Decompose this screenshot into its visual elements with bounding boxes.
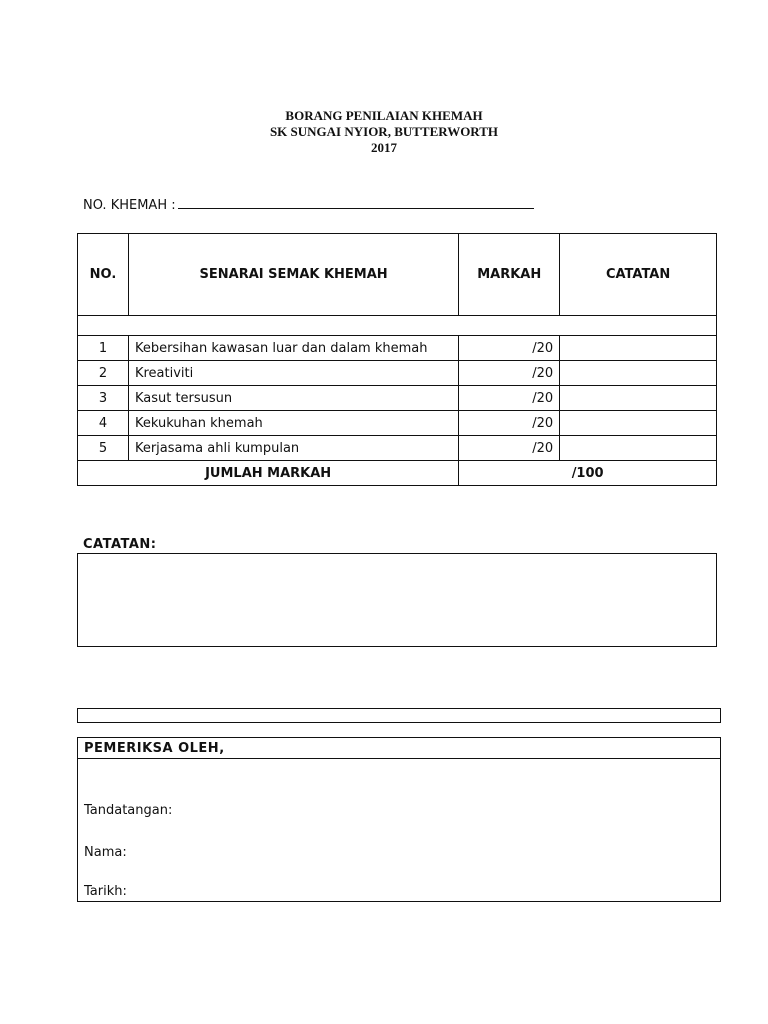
total-row: [78, 461, 717, 486]
row-mark: /20: [459, 386, 560, 411]
name-label[interactable]: Nama:: [84, 845, 127, 860]
table-row: [78, 411, 717, 436]
row-note[interactable]: [560, 361, 717, 386]
table-row: [78, 436, 717, 461]
header-note: CATATAN: [560, 234, 717, 316]
form-title: BORANG PENILAIAN KHEMAH: [285, 108, 483, 123]
row-mark: /20: [459, 336, 560, 361]
header-mark: MARKAH: [459, 234, 560, 316]
row-number: 5: [78, 436, 129, 461]
signature-label[interactable]: Tandatangan:: [84, 803, 173, 818]
row-number: 4: [78, 411, 129, 436]
row-item: Kasut tersusun: [128, 386, 458, 411]
header-item: SENARAI SEMAK KHEMAH: [128, 234, 458, 316]
blank-bar: [77, 708, 721, 723]
row-number: 2: [78, 361, 129, 386]
inspector-box: [77, 758, 721, 902]
inspector-header: [77, 737, 721, 759]
total-value: /100: [459, 461, 717, 486]
tent-number-label: NO. KHEMAH :: [83, 198, 176, 213]
row-mark: /20: [459, 361, 560, 386]
row-number: 1: [78, 336, 129, 361]
table-row: [78, 386, 717, 411]
notes-label: CATATAN:: [83, 537, 157, 552]
tent-number-field: [83, 196, 534, 213]
inspector-title: PEMERIKSA OLEH,: [84, 741, 225, 756]
row-item: Kebersihan kawasan luar dan dalam khemah: [128, 336, 458, 361]
spacer-row: [78, 316, 717, 336]
tent-number-blank[interactable]: [178, 196, 534, 209]
row-note[interactable]: [560, 436, 717, 461]
row-item: Kreativiti: [128, 361, 458, 386]
table-row: [78, 361, 717, 386]
school-name: SK SUNGAI NYIOR, BUTTERWORTH: [269, 124, 499, 139]
notes-box[interactable]: [77, 553, 717, 647]
row-number: 3: [78, 386, 129, 411]
row-mark: /20: [459, 436, 560, 461]
row-item: Kekukuhan khemah: [128, 411, 458, 436]
evaluation-table: [77, 233, 717, 486]
row-note[interactable]: [560, 386, 717, 411]
date-label[interactable]: Tarikh:: [84, 884, 127, 899]
form-year: 2017: [371, 140, 397, 155]
total-label: JUMLAH MARKAH: [78, 461, 459, 486]
table-header-row: [78, 234, 717, 316]
row-mark: /20: [459, 411, 560, 436]
table-row: [78, 336, 717, 361]
row-note[interactable]: [560, 411, 717, 436]
header-no: NO.: [78, 234, 129, 316]
row-item: Kerjasama ahli kumpulan: [128, 436, 458, 461]
row-note[interactable]: [560, 336, 717, 361]
